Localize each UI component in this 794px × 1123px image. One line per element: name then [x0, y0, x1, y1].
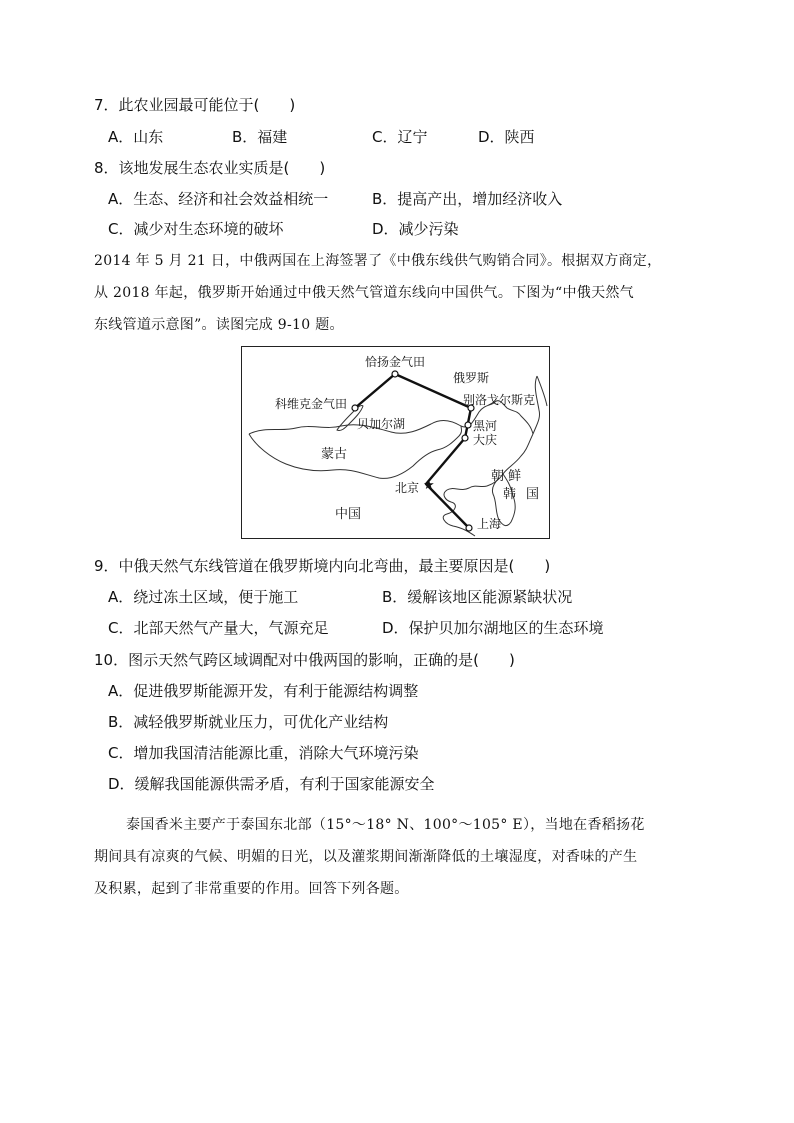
shanghai-node [466, 525, 472, 531]
q8-option-a: A．生态、经济和社会效益相统一 [108, 190, 329, 208]
label-kovykta: 科维克金气田 [275, 397, 348, 411]
kovykta-node [352, 405, 358, 411]
label-chayanda: 恰扬金气田 [365, 355, 426, 369]
q7-option-b: B．福建 [232, 128, 288, 146]
q8-option-b: B．提高产出，增加经济收入 [372, 190, 563, 208]
label-beijing: 北京 [395, 481, 420, 495]
passage1-line-1: 2014 年 5 月 21 日，中俄两国在上海签署了《中俄东线供气购销合同》。根据双方商定， [94, 253, 662, 269]
q10-option-d: D．缓解我国能源供需矛盾，有利于国家能源安全 [108, 775, 435, 793]
label-heihe: 黑河 [473, 419, 498, 433]
passage1-line-2: 从 2018 年起，俄罗斯开始通过中俄天然气管道东线向中国供气。下图为“中俄天然气 [94, 285, 634, 301]
daqing-node [462, 435, 468, 441]
label-rok: 韩 [503, 487, 517, 502]
heihe-node [465, 422, 471, 428]
label-china: 中国 [335, 507, 362, 522]
chayanda-node [392, 371, 398, 377]
label-dprk: 朝 鲜 [491, 469, 522, 484]
q10-stem: 10．图示天然气跨区域调配对中俄两国的影响，正确的是( ) [94, 651, 515, 669]
label-blagoveshchensk: 别洛戈尔斯克 [463, 393, 536, 407]
passage2-line-1: 泰国香米主要产于泰国东北部（15°～18° N、100°～105° E），当地在香稻扬花 [126, 817, 645, 833]
q9-option-a: A．绕过冻土区域，便于施工 [108, 588, 299, 606]
label-russia: 俄罗斯 [453, 371, 490, 385]
label-shanghai: 上海 [477, 517, 502, 531]
label-mongolia: 蒙古 [321, 447, 348, 462]
q7-option-c: C．辽宁 [372, 128, 428, 146]
q10-option-b: B．减轻俄罗斯就业压力，可优化产业结构 [108, 713, 389, 731]
q9-option-c: C．北部天然气产量大，气源充足 [108, 619, 329, 637]
beijing-star-icon: ★ [423, 478, 435, 493]
q10-option-a: A．促进俄罗斯能源开发，有利于能源结构调整 [108, 682, 419, 700]
passage2-line-3: 及积累，起到了非常重要的作用。回答下列各题。 [94, 881, 409, 897]
label-rok-2: 国 [526, 487, 540, 502]
passage2-line-2: 期间具有凉爽的气候、明媚的日光，以及灌浆期间渐渐降低的土壤湿度，对香味的产生 [94, 849, 638, 865]
q9-stem: 9．中俄天然气东线管道在俄罗斯境内向北弯曲，最主要原因是( ) [94, 557, 551, 575]
label-baikal: 贝加尔湖 [357, 417, 406, 431]
label-daqing: 大庆 [473, 433, 498, 447]
q8-stem: 8．该地发展生态农业实质是( ) [94, 159, 326, 177]
q8-option-c: C．减少对生态环境的破坏 [108, 220, 284, 238]
q9-option-b: B．缓解该地区能源紧缺状况 [382, 588, 573, 606]
pipeline-map [241, 346, 550, 539]
q7-option-a: A．山东 [108, 128, 164, 146]
q7-stem: 7．此农业园最可能位于( ) [94, 96, 296, 114]
q9-option-d: D．保护贝加尔湖地区的生态环境 [382, 619, 604, 637]
passage1-line-3: 东线管道示意图”。读图完成 9-10 题。 [94, 317, 344, 333]
q8-option-d: D．减少污染 [372, 220, 459, 238]
q7-option-d: D．陕西 [478, 128, 535, 146]
q10-option-c: C．增加我国清洁能源比重，消除大气环境污染 [108, 744, 419, 762]
